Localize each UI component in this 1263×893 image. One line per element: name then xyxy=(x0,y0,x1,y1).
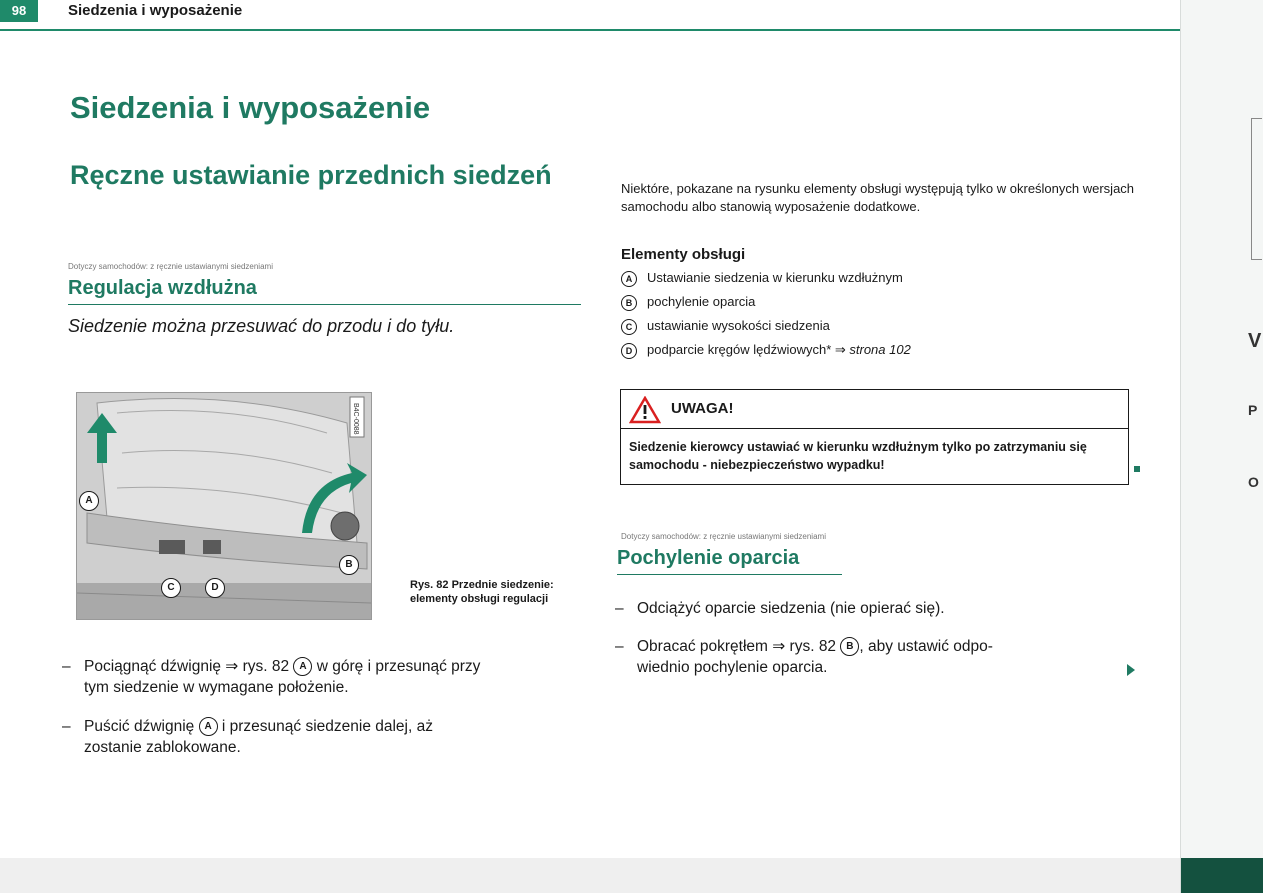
warning-title: UWAGA! xyxy=(671,400,734,417)
control-text: podparcie kręgów lędźwiowych* ⇒ xyxy=(647,342,850,357)
step-2 xyxy=(62,716,582,761)
step-text-a: Pociągnąć dźwignię ⇒ rys. 82 xyxy=(84,658,294,675)
figure-label-c: C xyxy=(161,578,181,598)
step-dash: – xyxy=(62,658,71,675)
step-1 xyxy=(62,656,582,701)
page-reference-link[interactable]: strona 102 xyxy=(849,342,911,357)
step-text xyxy=(637,598,945,619)
applicability-note: Dotyczy samochodów: z ręcznie ustawianymi siedzeniami xyxy=(68,262,273,271)
lead-text: Siedzenie można przesuwać do przodu i do tyłu. xyxy=(68,316,455,336)
warning-triangle-icon xyxy=(629,396,661,424)
running-title: Siedzenia i wyposażenie xyxy=(68,2,243,19)
continue-arrow-icon xyxy=(1127,664,1135,676)
step-text xyxy=(637,636,993,678)
edge-letter-o: O xyxy=(1248,474,1259,490)
control-item-c xyxy=(621,318,830,335)
control-item-a xyxy=(621,270,903,287)
control-marker: A xyxy=(621,271,637,287)
warning-header xyxy=(621,390,1128,429)
control-item-b xyxy=(621,294,755,311)
figure-label-a: A xyxy=(79,491,99,511)
figure-label-b: B xyxy=(339,555,359,575)
warning-text: Siedzenie kierowcy ustawiać w kierunku wzdłużnym tylko po zatrzymaniu się samochodu - niebezpieczeństwo wypadku! xyxy=(629,440,1087,472)
step-text-b: i przesunąć siedzenie dalej, aż xyxy=(217,718,433,735)
control-text: Ustawianie siedzenia w kierunku wzdłużnym xyxy=(647,270,903,285)
step-3 xyxy=(615,598,1125,620)
step-text-a: Odciążyć oparcie siedzenia (nie opierać się). xyxy=(637,600,945,617)
control-marker: D xyxy=(621,343,637,359)
control-item-d xyxy=(621,342,911,359)
bottom-strip xyxy=(0,858,1180,893)
step-marker: A xyxy=(293,657,312,676)
intro-paragraph: Niektóre, pokazane na rysunku elementy obsługi występują tylko w określonych wersjach samochodu albo stanowią wyposażenie dodatkowe. xyxy=(621,181,1135,214)
step-text-a: Obracać pokrętłem ⇒ rys. 82 xyxy=(637,638,841,655)
header-rule xyxy=(0,29,1200,31)
section-title: Ręczne ustawianie przednich siedzeń xyxy=(70,160,552,190)
figure-caption: Rys. 82 Przednie siedzenie: elementy obsługi regulacji xyxy=(410,579,554,605)
section2-title: Pochylenie oparcia xyxy=(617,547,800,569)
page-number-badge: 98 xyxy=(0,0,38,22)
edge-footer xyxy=(1181,858,1263,893)
step-dash: – xyxy=(615,600,624,617)
control-marker: C xyxy=(621,319,637,335)
step-text-c: zostanie zablokowane. xyxy=(84,739,241,756)
edge-letter-v: V xyxy=(1248,330,1262,352)
figure-label-d: D xyxy=(205,578,225,598)
step-text-b: , aby ustawić odpo- xyxy=(859,638,993,655)
step-text-a: Puścić dźwignię xyxy=(84,718,199,735)
step-text xyxy=(84,656,480,698)
step-text xyxy=(84,716,433,758)
section-end-mark xyxy=(1134,466,1140,472)
next-page-edge xyxy=(1180,0,1263,893)
step-4 xyxy=(615,636,1125,681)
seat-figure xyxy=(76,392,372,620)
control-text: pochylenie oparcia xyxy=(647,294,756,309)
step-marker: B xyxy=(840,637,859,656)
subsection-rule xyxy=(68,304,581,305)
subsection-title: Regulacja wzdłużna xyxy=(68,277,257,299)
step-dash: – xyxy=(615,638,624,655)
step-text-c: tym siedzenie w wymagane położenie. xyxy=(84,679,349,696)
section2-rule xyxy=(617,574,842,575)
step-text-c: wiednio pochylenie oparcia. xyxy=(637,659,828,676)
controls-title: Elementy obsługi xyxy=(621,246,746,263)
step-text-b: w górę i przesunąć przy xyxy=(312,658,481,675)
page-title: Siedzenia i wyposażenie xyxy=(70,90,431,125)
step-marker: A xyxy=(199,717,218,736)
edge-letter-p: P xyxy=(1248,402,1258,418)
edge-box xyxy=(1251,118,1262,260)
warning-box xyxy=(620,389,1129,485)
applicability-note-2: Dotyczy samochodów: z ręcznie ustawianymi siedzeniami xyxy=(621,532,826,541)
figure-code: B4C-0088 xyxy=(352,403,359,435)
step-dash: – xyxy=(62,718,71,735)
control-text: ustawianie wysokości siedzenia xyxy=(647,318,830,333)
control-marker: B xyxy=(621,295,637,311)
